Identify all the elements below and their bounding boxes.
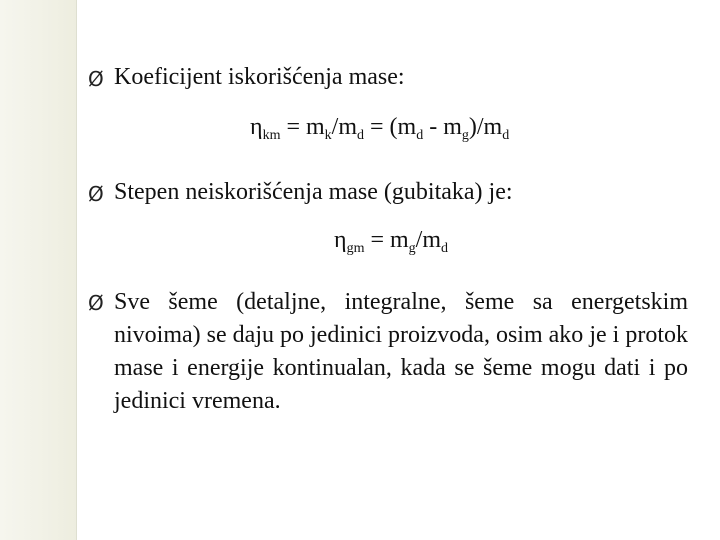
formula-part: = m (280, 114, 325, 140)
bullet-koeficijent-text: Koeficijent iskorišćenja mase: (114, 64, 405, 90)
formula-subscript: gm (346, 241, 365, 256)
formula-subscript: km (262, 128, 281, 143)
formula-subscript: d (441, 241, 448, 256)
formula-eta-symbol: η (250, 114, 263, 140)
formula-subscript: g (408, 241, 416, 256)
formula-eta-km (250, 112, 509, 151)
formula-part: = m (364, 227, 409, 253)
left-band-divider (76, 0, 77, 540)
bullet-arrow-icon: Ø (88, 291, 104, 315)
bullet-arrow-icon: Ø (88, 67, 104, 91)
formula-part: /m (331, 114, 357, 140)
formula-eta-symbol: η (334, 227, 347, 253)
formula-subscript: d (416, 128, 424, 143)
formula-subscript: d (357, 128, 364, 143)
formula-subscript: d (502, 128, 510, 143)
left-decorative-band (0, 0, 76, 540)
formula-subscript: g (461, 128, 469, 143)
formula-eta-gm (334, 225, 448, 264)
bullet-stepen-text: Stepen neiskorišćenja mase (gubitaka) je: (114, 179, 513, 205)
bullet-arrow-icon: Ø (88, 182, 104, 206)
bullet-sve-seme-paragraph: Sve šeme (detaljne, integralne, šeme sa energetskim nivoima) se daju po jedinici proizvoda, osim ako je i protok mase i energije kontinualan, kada se šeme mogu dati i po jedinici vremena. (114, 289, 688, 414)
formula-subscript: k (324, 128, 332, 143)
formula-part: = (m (364, 114, 417, 140)
formula-part: - m (423, 114, 462, 140)
formula-part: )/m (468, 114, 503, 140)
formula-part: /m (415, 227, 441, 253)
